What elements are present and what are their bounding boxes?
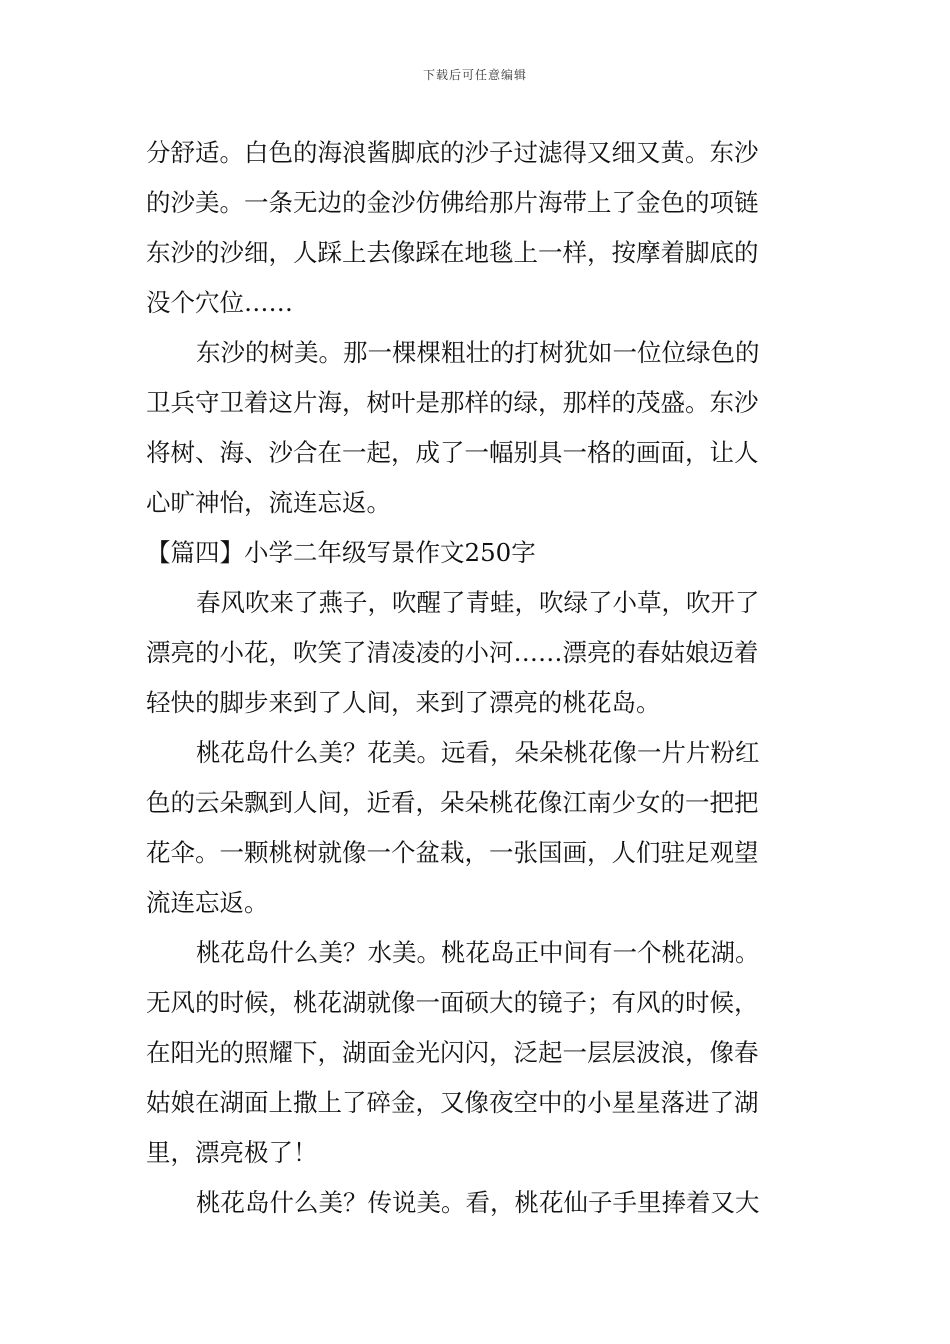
paragraph-first-line: 东沙的树美。那一棵棵粗壮的打树犹如一位位绿色的 [196,338,760,367]
text-line: 里，漂亮极了！ [146,1138,318,1167]
text-line: 将树、海、沙合在一起，成了一幅别具一格的画面，让人 [146,438,759,467]
text-line: 在阳光的照耀下，湖面金光闪闪，泛起一层层波浪，像春 [146,1038,759,1067]
text-line: 无风的时候，桃花湖就像一面硕大的镜子；有风的时候， [146,988,759,1017]
section-heading: 【篇四】小学二年级写景作文250字 [146,538,536,567]
text-line: 没个穴位…… [146,288,293,317]
paragraph-first-line: 桃花岛什么美？花美。远看，朵朵桃花像一片片粉红 [196,738,760,767]
paragraph-first-line: 春风吹来了燕子，吹醒了青蛙，吹绿了小草，吹开了 [196,588,760,617]
text-line: 分舒适。白色的海浪酱脚底的沙子过滤得又细又黄。东沙 [146,138,759,167]
document-body [146,128,810,1228]
text-line: 的沙美。一条无边的金沙仿佛给那片海带上了金色的项链 [146,188,759,217]
text-line: 花伞。一颗桃树就像一个盆栽，一张国画，人们驻足观望 [146,838,759,867]
text-line: 卫兵守卫着这片海，树叶是那样的绿，那样的茂盛。东沙 [146,388,759,417]
text-line: 东沙的沙细，人踩上去像踩在地毯上一样，按摩着脚底的 [146,238,759,267]
text-line: 姑娘在湖面上撒上了碎金，又像夜空中的小星星落进了湖 [146,1088,759,1117]
text-line: 漂亮的小花，吹笑了清凌凌的小河……漂亮的春姑娘迈着 [146,638,759,667]
paragraph-first-line: 桃花岛什么美？水美。桃花岛正中间有一个桃花湖。 [196,938,760,967]
text-line: 轻快的脚步来到了人间，来到了漂亮的桃花岛。 [146,688,661,717]
paragraph-first-line: 桃花岛什么美？传说美。看，桃花仙子手里捧着又大 [196,1188,760,1217]
text-line: 色的云朵飘到人间，近看，朵朵桃花像江南少女的一把把 [146,788,759,817]
text-line: 流连忘返。 [146,888,269,917]
header-note: 下载后可任意编辑 [422,68,527,82]
text-line: 心旷神怡，流连忘返。 [146,488,391,517]
